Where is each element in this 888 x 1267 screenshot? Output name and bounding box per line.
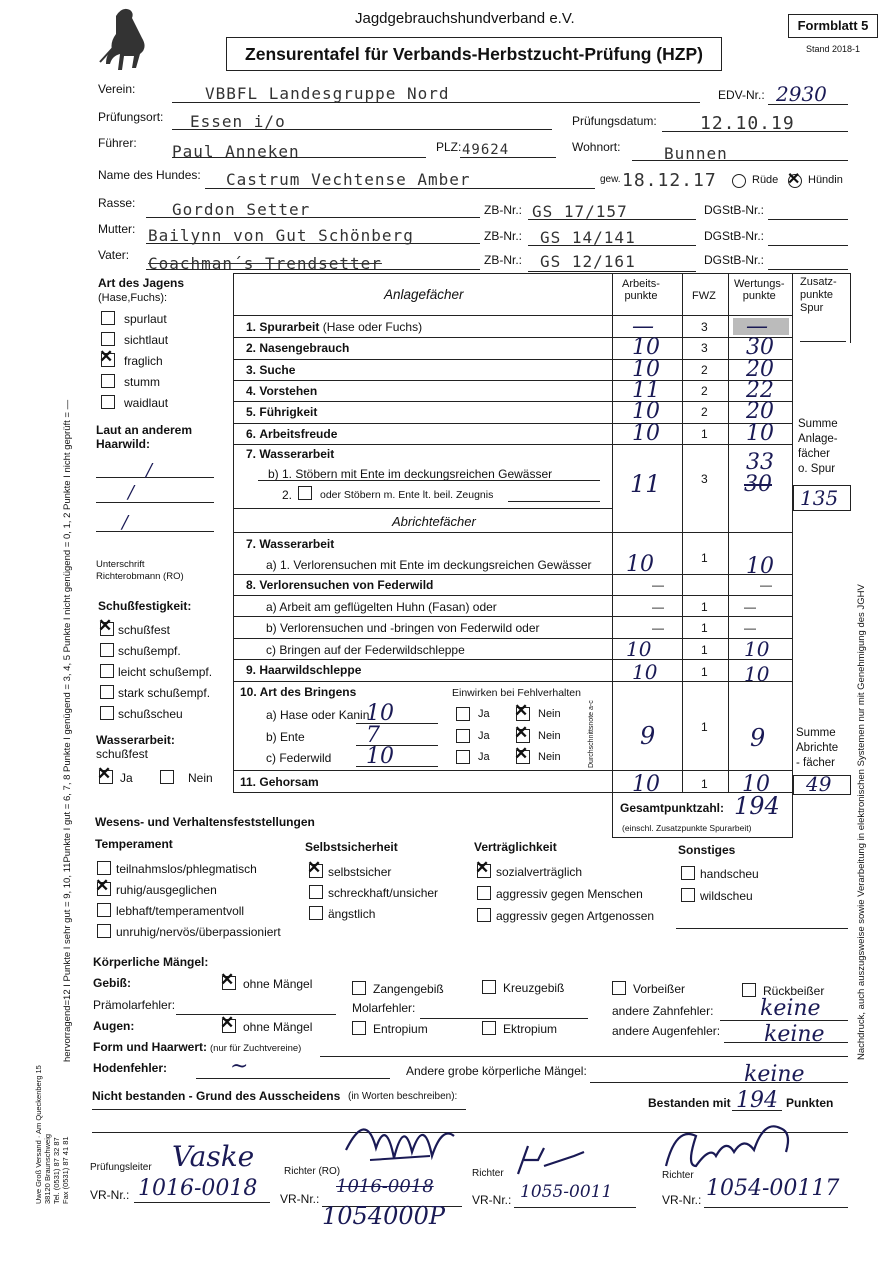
richterobmann-label: Richterobmann (RO) [96, 571, 184, 582]
anlage-wp-5[interactable]: 10 [746, 420, 774, 446]
a8b-label: b) Verlorensuchen und -bringen von Federwild oder [266, 621, 540, 636]
a9-ap[interactable]: 10 [632, 660, 658, 684]
w7b2-label: oder Stöbern m. Ente lt. beil. Zeugnis [320, 489, 494, 501]
a8b-ap[interactable]: — [652, 621, 664, 636]
a9-wp[interactable]: 10 [744, 662, 770, 686]
vertrag-label-2: aggressiv gegen Artgenossen [496, 909, 655, 923]
anlage-row-1 [246, 341, 349, 355]
zangen-label: Zangengebiß [373, 982, 444, 996]
bring-ja-label-0: Ja [478, 708, 490, 720]
col-wertungspunkte: Wertungs- punkte [734, 278, 785, 302]
a8a-ap[interactable]: — [652, 600, 664, 614]
anlage-row-no: 6. [246, 426, 257, 441]
sonst-label-0: handscheu [700, 867, 759, 881]
jagens-label-1: sichtlaut [124, 333, 169, 347]
richter2-vr-value[interactable]: 1055-0011 [520, 1182, 613, 1202]
a9-label: 9. Haarwildschleppe [246, 663, 362, 677]
temperament-checkbox-0[interactable] [97, 861, 111, 875]
schuss-label: Schußfestigkeit: [98, 599, 192, 613]
praemolar-label: Prämolarfehler: [93, 998, 176, 1012]
mutter-label: Mutter: [98, 222, 136, 236]
wasser-schuss-label: Wasserarbeit: [96, 733, 175, 747]
temperament-checkbox-2[interactable] [97, 903, 111, 917]
zb-vater-label: ZB-Nr.: [484, 253, 522, 267]
edv-label: EDV-Nr.: [718, 88, 765, 102]
form-title: Zensurentafel für Verbands-Herbstzucht-Prüfung (HZP) [226, 37, 722, 71]
sonst-checkbox-0[interactable] [681, 866, 695, 880]
vertrag-checkbox-0[interactable] [477, 864, 491, 878]
plz-label: PLZ: [436, 140, 462, 154]
bring-value-2[interactable]: 10 [366, 744, 394, 769]
a8-label: 8. Verlorensuchen von Federwild [246, 578, 434, 592]
left-scale-note: hervorragend=12 I Punkte I sehr gut = 9, 10, 11Punkte I gut = 6, 7, 8 Punkte I genügend = 3, 4, 5 Punkte I nicht genügend = 0, 1, 2 Punkte I nicht geprüft = — [62, 399, 73, 1062]
zb-vater-value[interactable]: GS 12/161 [540, 252, 636, 271]
laut-mark-3: / [122, 512, 129, 533]
a8b-wp[interactable]: — [744, 621, 756, 636]
a11-label: 11. Gehorsam [240, 775, 319, 789]
vertrag-checkbox-1[interactable] [477, 886, 491, 900]
augen-label: Augen: [93, 1019, 135, 1033]
bestanden-label: Bestanden mit [648, 1096, 731, 1110]
a8c-label: c) Bringen auf der Federwildschleppe [266, 642, 465, 657]
bring-nein-label-1: Nein [538, 729, 561, 742]
selbst-label-1: schreckhaft/unsicher [328, 886, 439, 900]
kreuz-label: Kreuzgebiß [503, 981, 565, 995]
a8c-wp[interactable]: 10 [744, 636, 770, 661]
gesamt-sub: (einschl. Zusatzpunkte Spurarbeit) [622, 823, 752, 833]
a11-ap[interactable]: 10 [632, 772, 660, 797]
zb-rasse-label: ZB-Nr.: [484, 203, 522, 217]
ro-signature [340, 1110, 464, 1168]
jagens-checkbox-0[interactable] [101, 311, 115, 325]
hund-value[interactable]: Castrum Vechtense Amber [226, 170, 471, 189]
jagens-checkbox-2[interactable] [101, 353, 115, 367]
a11-wp[interactable]: 10 [742, 772, 770, 797]
dgstb-mutter-label: DGStB-Nr.: [704, 229, 765, 243]
anlage-wp-3[interactable]: 22 [746, 377, 774, 403]
nicht-bestanden-sub: (in Worten beschreiben): [348, 1091, 458, 1102]
temperament-label-1: ruhig/ausgeglichen [116, 883, 217, 897]
rueck-checkbox[interactable] [742, 983, 756, 997]
pl-signature: Vaske [172, 1140, 255, 1173]
bring-ja-checkbox-2[interactable] [456, 750, 470, 764]
temperament-checkbox-3[interactable] [97, 924, 111, 938]
bring-nein-checkbox-1[interactable] [516, 729, 530, 743]
abrichte-head: Abrichtefächer [392, 514, 476, 529]
jagens-label-4: waidlaut [124, 396, 169, 410]
bring-nein-label-0: Nein [538, 708, 561, 720]
anlage-ap-4[interactable]: 10 [632, 399, 660, 425]
richter2-label: Richter [472, 1168, 504, 1179]
schuss-checkbox-4[interactable] [100, 706, 114, 720]
anlage-wp-1[interactable]: 30 [746, 335, 774, 361]
bring-nein-label-2: Nein [538, 751, 561, 763]
a8-wp: — [760, 578, 772, 592]
a8c-ap[interactable]: 10 [626, 636, 652, 661]
org-name: Jagdgebrauchshundverband e.V. [355, 10, 575, 27]
form-stand: Stand 2018-1 [806, 44, 861, 54]
vater-label: Vater: [98, 248, 130, 262]
mutter-value[interactable]: Bailynn von Gut Schönberg [148, 226, 414, 245]
zb-mutter-label: ZB-Nr.: [484, 229, 522, 243]
ro-vr-value[interactable]: 1054000P [322, 1202, 446, 1230]
right-copyright-note: Nachdruck, auch auszugsweise sowie Verarbeitung in elektronischen Systemen nur mit Genehmigung des JGHV [856, 584, 867, 1060]
form-sub: (nur für Zuchtvereine) [210, 1043, 302, 1054]
dog-logo [98, 4, 158, 74]
andere-augen-value[interactable]: keine [764, 1022, 825, 1047]
w7b1-fwz: 3 [701, 472, 708, 486]
ro-label: Richter (RO) [284, 1166, 341, 1177]
anlage-ap-2[interactable]: 10 [632, 356, 660, 382]
huendin-label: Hündin [808, 174, 843, 186]
jagens-checkbox-3[interactable] [101, 374, 115, 388]
selbst-checkbox-0[interactable] [309, 864, 323, 878]
col-fwz: FWZ [692, 290, 716, 302]
anlage-ap-1[interactable]: 10 [632, 335, 660, 361]
vertrag-label-1: aggressiv gegen Menschen [496, 887, 643, 901]
rasse-value[interactable]: Gordon Setter [172, 200, 311, 219]
a7-label: 7. Wasserarbeit [246, 537, 335, 551]
laut-label: Laut an anderem [96, 423, 193, 437]
art-jagens-label: Art des Jagens [98, 276, 185, 290]
bring-ja-label-2: Ja [478, 751, 490, 763]
gesamt-value[interactable]: 194 [734, 792, 780, 820]
ort-label: Prüfungsort: [98, 110, 164, 124]
zangen-checkbox[interactable] [352, 981, 366, 995]
vertrag-label: Verträglichkeit [474, 840, 557, 854]
temperament-label-0: teilnahmslos/phlegmatisch [116, 862, 257, 876]
sonst-label-1: wildscheu [700, 889, 753, 903]
anlage-row-0 [246, 320, 422, 334]
entropium-label: Entropium [373, 1022, 428, 1036]
a7a-label: a) 1. Verlorensuchen mit Ente im deckungsreichen Gewässer [266, 558, 592, 572]
augen-ohne-label: ohne Mängel [243, 1020, 313, 1034]
richter2-vr-label: VR-Nr.: [472, 1193, 512, 1207]
a8c-fwz: 1 [701, 642, 708, 657]
schuss-label-2: leicht schußempf. [118, 665, 213, 679]
schuss-checkbox-1[interactable] [100, 643, 114, 657]
summe-abrichte-value[interactable]: 49 [806, 772, 832, 796]
a9-fwz: 1 [701, 665, 708, 679]
gew-label: gew. [600, 174, 621, 185]
hoden-label: Hodenfehler: [93, 1061, 168, 1075]
pl-label: Prüfungsleiter [90, 1162, 152, 1173]
rasse-label: Rasse: [98, 196, 136, 210]
sonst-label: Sonstiges [678, 843, 736, 857]
wasser-schuss-sub: schußfest [96, 747, 149, 761]
bring-ja-checkbox-0[interactable] [456, 707, 470, 721]
hund-label: Name des Hundes: [98, 168, 201, 182]
anlage-head: Anlagefächer [384, 287, 464, 302]
vorbeisser-checkbox[interactable] [612, 981, 626, 995]
selbst-label: Selbstsicherheit [305, 840, 398, 854]
datum-label: Prüfungsdatum: [572, 114, 657, 128]
andere-augen-label: andere Augenfehler: [612, 1024, 721, 1038]
anlage-wp-4[interactable]: 20 [746, 399, 774, 425]
gew-value[interactable]: 18.12.17 [622, 170, 717, 191]
anlage-row-no: 2. [246, 341, 257, 356]
gebiss-ohne-checkbox[interactable] [222, 976, 236, 990]
publisher-note: Uwe Groß Versand · Am Queckenberg 15 38120 Braunschweig Tel. (0531) 87 32 87 Fax (0531) 87 41 81 [34, 1065, 70, 1204]
bring-ja-label-1: Ja [478, 729, 490, 742]
wasser-nein-checkbox[interactable] [160, 770, 174, 784]
w7b1-wp[interactable]: 33 [746, 450, 774, 475]
a10-label: 10. Art des Bringens [240, 685, 357, 699]
schuss-checkbox-3[interactable] [100, 685, 114, 699]
form-number: Formblatt 5 [788, 14, 878, 38]
summe-anlage-label: Summe Anlage- fächer o. Spur [798, 418, 838, 475]
anlage-row-label: Nasengebrauch [259, 341, 350, 356]
anlage-row-label: Führigkeit [259, 405, 318, 420]
maengel-title: Körperliche Mängel: [93, 955, 209, 969]
verein-label: Verein: [98, 82, 136, 96]
schuss-label-3: stark schußempf. [118, 686, 211, 700]
temperament-label-3: unruhig/nervös/überpassioniert [116, 925, 281, 939]
anlage-fwz-3: 2 [701, 383, 708, 398]
ektropium-checkbox[interactable] [482, 1021, 496, 1035]
gebiss-ohne-label: ohne Mängel [243, 977, 313, 991]
anlage-ap-5[interactable]: 10 [632, 420, 660, 446]
dgstb-vater-label: DGStB-Nr.: [704, 253, 765, 267]
selbst-checkbox-2[interactable] [309, 906, 323, 920]
schuss-label-4: schußscheu [118, 707, 183, 721]
fuehrer-value[interactable]: Paul Anneken [172, 142, 300, 161]
hase-fuchs-label: (Hase,Fuchs): [98, 292, 168, 304]
a10-fwz: 1 [701, 720, 708, 734]
selbst-checkbox-1[interactable] [309, 885, 323, 899]
anlage-row-no: 4. [246, 383, 257, 398]
ort-value[interactable]: Essen i/o [190, 112, 286, 131]
kreuz-checkbox[interactable] [482, 980, 496, 994]
temperament-checkbox-1[interactable] [97, 882, 111, 896]
augen-ohne-checkbox[interactable] [222, 1019, 236, 1033]
w7b2-no: 2. [282, 488, 293, 502]
andere-zahn-label: andere Zahnfehler: [612, 1004, 714, 1018]
durchschnitt-label: Durchschnittsnote a-c [588, 700, 595, 768]
wesen-title: Wesens- und Verhaltensfeststellungen [95, 815, 315, 829]
molar-label: Molarfehler: [352, 1001, 416, 1015]
bring-label-2: c) Federwild [266, 751, 332, 765]
temperament-label: Temperament [95, 837, 173, 851]
anlage-row-sub: (Hase oder Fuchs) [322, 320, 423, 334]
anlage-wp-0[interactable]: — [746, 314, 768, 339]
ruede-radio[interactable] [732, 174, 746, 188]
bring-label-1: b) Ente [266, 729, 305, 744]
laut-mark-1: / [146, 460, 153, 481]
anlage-row-5 [246, 427, 337, 441]
a8a-wp[interactable]: — [744, 600, 756, 614]
w7b2-checkbox[interactable] [298, 486, 312, 500]
haarwild-label: Haarwild: [96, 437, 151, 451]
anlage-row-label: Spurarbeit [259, 320, 320, 334]
richter3-vr-value[interactable]: 1054-00117 [706, 1176, 840, 1201]
col-arbeitspunkte: Arbeits- punkte [622, 278, 660, 302]
sonst-checkbox-1[interactable] [681, 888, 695, 902]
verein-value[interactable]: VBBFL Landesgruppe Nord [205, 84, 450, 103]
schuss-checkbox-2[interactable] [100, 664, 114, 678]
anlage-row-4 [246, 405, 317, 419]
a7a-wp[interactable]: 10 [746, 554, 774, 579]
bring-nein-checkbox-2[interactable] [516, 750, 530, 764]
dgstb-label: DGStB-Nr.: [704, 203, 765, 217]
edv-value[interactable]: 2930 [776, 82, 827, 106]
unterschrift-label: Unterschrift [96, 559, 145, 570]
anlage-row-label: Arbeitsfreude [259, 426, 338, 441]
ro-vr-struck: 1016-0018 [336, 1176, 434, 1197]
wohnort-label: Wohnort: [572, 140, 621, 154]
w7b1-label: b) 1. Stöbern mit Ente im deckungsreichen Gewässer [268, 467, 553, 481]
richter3-label: Richter [662, 1170, 694, 1181]
wasser-ja-label: Ja [120, 771, 133, 785]
richter3-vr-label: VR-Nr.: [662, 1193, 702, 1207]
bring-label-0: a) Hase oder Kanin [266, 708, 370, 722]
zb-rasse-value[interactable]: GS 17/157 [532, 202, 628, 221]
entropium-checkbox[interactable] [352, 1021, 366, 1035]
vertrag-checkbox-2[interactable] [477, 908, 491, 922]
andere-zahn-value[interactable]: keine [760, 996, 821, 1021]
wohnort-value[interactable]: Bunnen [664, 144, 728, 163]
vorbeisser-label: Vorbeißer [633, 982, 686, 996]
anlage-row-3 [246, 384, 317, 398]
anlage-row-label: Vorstehen [259, 383, 318, 398]
w7b1-wp-struck: 30 [744, 472, 772, 497]
datum-value[interactable]: 12.10.19 [700, 113, 795, 134]
anlage-fwz-1: 3 [701, 341, 708, 356]
selbst-label-2: ängstlich [328, 907, 376, 921]
ruede-label: Rüde [752, 174, 779, 186]
nicht-bestanden-label: Nicht bestanden - Grund des Ausscheidens [92, 1089, 341, 1103]
wasser-ja-checkbox[interactable] [99, 770, 113, 784]
richter2-signature [510, 1140, 590, 1180]
wasser-nein-label: Nein [188, 771, 213, 785]
pl-vr-value[interactable]: 1016-0018 [138, 1176, 258, 1201]
jagens-checkbox-4[interactable] [101, 395, 115, 409]
ektropium-label: Ektropium [503, 1022, 558, 1036]
anlage-row-2 [246, 363, 295, 377]
anlage-wp-2[interactable]: 20 [746, 356, 774, 382]
a11-fwz: 1 [701, 777, 708, 791]
anlage-ap-0[interactable]: — [632, 314, 654, 339]
anlage-row-no: 3. [246, 362, 257, 377]
jagens-label-2: fraglich [124, 354, 163, 368]
bring-ja-checkbox-1[interactable] [456, 729, 470, 743]
a10-ap[interactable]: 9 [640, 722, 656, 750]
anlage-fwz-0: 3 [701, 320, 708, 334]
col-zusatzpunkte: Zusatz- punkte Spur [800, 276, 837, 314]
a8b-fwz: 1 [701, 621, 708, 636]
bring-value-0[interactable]: 10 [366, 701, 394, 726]
anlage-row-label: Suche [259, 362, 296, 377]
anlage-ap-3[interactable]: 11 [632, 377, 660, 403]
a8a-label: a) Arbeit am geflügelten Huhn (Fasan) oder [266, 600, 497, 614]
zb-mutter-value[interactable]: GS 14/141 [540, 228, 636, 247]
hoden-value[interactable]: ~ [230, 1054, 249, 1079]
bring-nein-checkbox-0[interactable] [516, 707, 530, 721]
form-label: Form und Haarwert: [93, 1040, 208, 1054]
ro-vr-label: VR-Nr.: [280, 1192, 320, 1206]
a8a-fwz: 1 [701, 600, 708, 614]
anlage-row-no: 1. [246, 320, 257, 334]
plz-value[interactable]: 49624 [462, 142, 510, 158]
pl-vr-label: VR-Nr.: [90, 1188, 130, 1202]
jagens-label-3: stumm [124, 375, 160, 389]
anlage-fwz-5: 1 [701, 426, 708, 441]
w7b1-ap[interactable]: 11 [630, 470, 661, 498]
andere-grob-value[interactable]: keine [744, 1062, 805, 1087]
vater-value[interactable]: Coachman´s Trendsetter [148, 254, 382, 273]
huendin-radio[interactable]: ✕ [787, 171, 801, 188]
anlage-fwz-2: 2 [701, 362, 708, 377]
gesamt-label: Gesamtpunktzahl: [620, 801, 725, 815]
a7a-fwz: 1 [701, 551, 708, 565]
selbst-label-0: selbstsicher [328, 865, 392, 879]
schuss-label-1: schußempf. [118, 644, 181, 658]
einwirken-label: Einwirken bei Fehlverhalten [452, 687, 581, 699]
anlage-fwz-4: 2 [701, 405, 708, 420]
fuehrer-label: Führer: [98, 136, 137, 150]
gebiss-label: Gebiß: [93, 976, 131, 990]
bring-value-1[interactable]: 7 [366, 722, 380, 748]
summe-abrichte-label: Summe Abrichte - fächer [796, 727, 839, 769]
a7a-ap[interactable]: 10 [626, 552, 654, 577]
schuss-checkbox-0[interactable] [100, 622, 114, 636]
jagens-checkbox-1[interactable] [101, 332, 115, 346]
punkten-label: Punkten [786, 1096, 834, 1110]
jagens-label-0: spurlaut [124, 312, 167, 326]
temperament-label-2: lebhaft/temperamentvoll [116, 904, 245, 918]
rueck-label: Rückbeißer [763, 984, 825, 998]
andere-grob-label: Andere grobe körperliche Mängel: [406, 1064, 587, 1078]
vertrag-label-0: sozialverträglich [496, 865, 583, 879]
wasser7-label: 7. Wasserarbeit [246, 447, 335, 461]
a10-wp[interactable]: 9 [750, 724, 766, 752]
laut-mark-2: / [128, 482, 135, 503]
anlage-row-no: 5. [246, 405, 257, 420]
schuss-label-0: schußfest [118, 623, 171, 637]
summe-anlage-value[interactable]: 135 [800, 486, 839, 510]
bestanden-value[interactable]: 194 [736, 1088, 778, 1113]
a8-ap: — [652, 578, 664, 592]
